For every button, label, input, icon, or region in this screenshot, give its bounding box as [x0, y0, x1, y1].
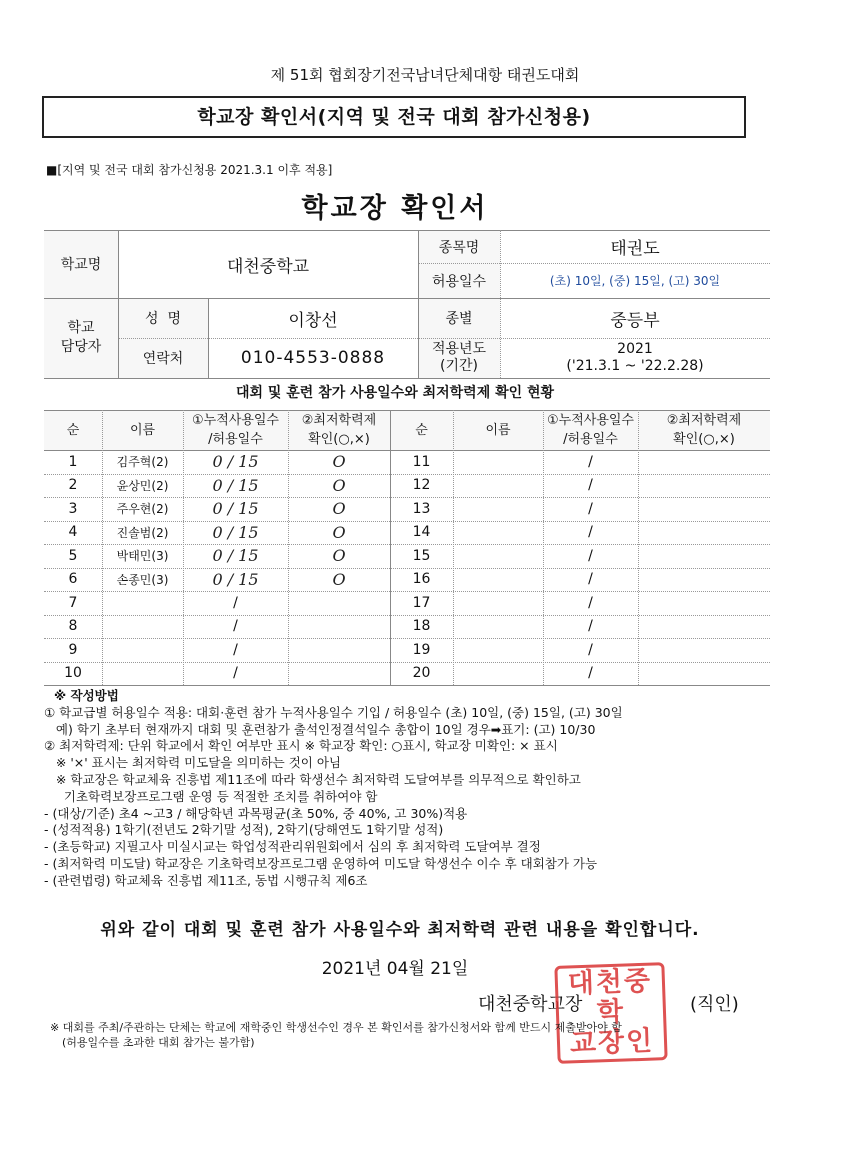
- row-name: [102, 638, 183, 662]
- row-check: [638, 662, 770, 686]
- sport-value: 태권도: [610, 239, 660, 259]
- instructions: [44, 688, 764, 890]
- row-check: O: [332, 499, 346, 519]
- row-check: [638, 568, 770, 592]
- row-name: [102, 662, 183, 686]
- row-no: 10: [64, 665, 82, 682]
- row-name: [102, 591, 183, 615]
- row-name: [453, 521, 543, 545]
- apply-year-label: 적용년도 (기간): [431, 341, 487, 374]
- row-no: 9: [68, 641, 78, 658]
- principal-name: 대천중학교장: [478, 994, 583, 1015]
- contact-value: 010-4553-0888: [240, 348, 386, 368]
- row-name: 진솔범(2): [116, 525, 169, 540]
- confirmation-statement: 위와 같이 대회 및 훈련 참가 사용일수와 최저학력 관련 내용을 확인합니다.: [100, 920, 700, 940]
- row-days: /: [233, 665, 238, 682]
- row-no: 13: [412, 500, 431, 517]
- section-title: 대회 및 훈련 참가 사용일수와 최저학력제 확인 현황: [235, 385, 555, 401]
- instruction-line: ※ 학교장은 학교체육 진흥법 제11조에 따라 학생선수 최저학력 도달여부를 의무적으로 확인하고: [44, 771, 581, 787]
- row-no: 4: [68, 524, 78, 541]
- row-no: 5: [68, 547, 78, 564]
- instruction-line: ② 최저학력제: 단위 학교에서 확인 여부만 표시 ※ 학교장 확인: ○표시, 학교장 미확인: × 표시: [44, 738, 558, 754]
- allowed-days-value: (초) 10일, (중) 15일, (고) 30일: [549, 274, 721, 288]
- row-no: 1: [68, 453, 78, 470]
- row-name: [102, 615, 183, 639]
- instruction-line: - (관련법령) 학교체육 진흥법 제11조, 동법 시행규칙 제6조: [44, 872, 368, 888]
- category-label: 종별: [445, 311, 473, 327]
- row-name: [453, 544, 543, 568]
- header-name: 이름: [485, 422, 511, 438]
- row-check: [638, 544, 770, 568]
- header-days: ①누적사용일수 /허용일수: [546, 413, 634, 447]
- footnote: [50, 1020, 770, 1050]
- row-days: /: [588, 665, 593, 682]
- row-days: 0 / 15: [212, 475, 259, 495]
- row-check: [638, 591, 770, 615]
- row-check: O: [332, 452, 346, 472]
- row-days: 0 / 15: [212, 569, 259, 589]
- row-days: 0 / 15: [212, 546, 259, 566]
- row-check: [638, 474, 770, 498]
- header-days: ①누적사용일수 /허용일수: [191, 413, 279, 447]
- row-days: /: [588, 618, 593, 635]
- row-check: [288, 615, 390, 639]
- allowed-days-label: 허용일수: [431, 273, 487, 290]
- contact-label: 연락처: [142, 351, 184, 367]
- row-days: 0 / 15: [212, 522, 259, 542]
- apply-year-value: 2021 ('21.3.1 ~ '22.2.28): [566, 341, 704, 374]
- row-days: /: [588, 641, 593, 658]
- row-check: O: [332, 569, 346, 589]
- row-no: 18: [412, 618, 431, 635]
- row-no: 19: [412, 641, 431, 658]
- row-no: 12: [412, 477, 431, 494]
- row-name: [453, 497, 543, 521]
- row-days: /: [588, 524, 593, 541]
- row-name: [453, 450, 543, 474]
- row-no: 16: [412, 571, 431, 588]
- row-name: [453, 568, 543, 592]
- manager-name-label: 성 명: [145, 311, 181, 327]
- event-title: 제 51회 협회장기전국남녀단체대항 태권도대회: [270, 66, 580, 84]
- row-days: /: [233, 594, 238, 611]
- header-no: 순: [415, 422, 428, 438]
- row-days: 0 / 15: [212, 452, 259, 472]
- row-days: /: [588, 594, 593, 611]
- row-no: 20: [412, 665, 431, 682]
- row-check: O: [332, 522, 346, 542]
- row-check: [288, 591, 390, 615]
- header-no: 순: [66, 422, 80, 438]
- row-days: /: [233, 618, 238, 635]
- row-name: [453, 474, 543, 498]
- row-check: O: [332, 475, 346, 495]
- row-check: [638, 497, 770, 521]
- row-check: [288, 638, 390, 662]
- row-days: /: [588, 453, 593, 470]
- row-check: [638, 521, 770, 545]
- row-no: 6: [68, 571, 78, 588]
- instruction-line: - (최저학력 미도달) 학교장은 기초학력보장프로그램 운영하여 미도달 학생선수 이수 후 대회참가 가능: [44, 855, 598, 871]
- row-check: [638, 638, 770, 662]
- school-name-value: 대천중학교: [226, 256, 310, 277]
- row-name: [453, 615, 543, 639]
- row-check: [638, 615, 770, 639]
- row-check: [638, 450, 770, 474]
- row-no: 2: [68, 477, 78, 494]
- row-days: /: [588, 571, 593, 588]
- row-no: 17: [412, 594, 431, 611]
- row-name: [453, 591, 543, 615]
- header-check: ②최저학력제 확인(○,×): [301, 413, 377, 447]
- banner-title: 학교장 확인서(지역 및 전국 대회 참가신청용): [42, 96, 746, 138]
- category-value: 중등부: [610, 310, 660, 331]
- instruction-line: ① 학교급별 허용일수 적용: 대회·훈련 참가 누적사용일수 기입 / 허용일수 (초) 10일, (중) 15일, (고) 30일: [44, 704, 623, 720]
- instruction-line: - (대상/기준) 초4 ~고3 / 해당학년 과목평균(초 50%, 중 40%, 고 30%)적용: [44, 805, 468, 821]
- row-check: [288, 662, 390, 686]
- instructions-heading: ※ 작성방법: [54, 688, 119, 703]
- row-no: 3: [68, 500, 78, 517]
- applies-note: ■[지역 및 전국 대회 참가신청용 2021.3.1 이후 적용]: [46, 163, 333, 177]
- footnote-line: (허용일수를 초과한 대회 참가는 불가함): [62, 1036, 255, 1049]
- instruction-line: 예) 학기 초부터 현재까지 대회 및 훈련참가 출석인정결석일수 총합이 10일 경우➡표기: (고) 10/30: [44, 721, 596, 737]
- footnote-line: ※ 대회를 주최/주관하는 단체는 학교에 재학중인 학생선수인 경우 본 확인서를 참가신청서와 함께 반드시 제출받아야 함: [50, 1021, 622, 1034]
- row-name: [453, 662, 543, 686]
- school-manager-label: 학교 담당자: [60, 320, 102, 355]
- document-title: 학교장 확인서: [301, 193, 489, 224]
- seal-label: (직인): [690, 994, 739, 1015]
- row-days: /: [588, 500, 593, 517]
- header-check: ②최저학력제 확인(○,×): [666, 413, 742, 447]
- header-name: 이름: [129, 422, 156, 438]
- instruction-line: 기초학력보장프로그램 운영 등 적절한 조치를 취하여야 함: [44, 788, 378, 804]
- row-no: 7: [68, 594, 78, 611]
- instruction-line: - (초등학교) 지필고사 미실시교는 학업성적관리위원회에서 심의 후 최저학력 도달여부 결정: [44, 839, 541, 855]
- instruction-line: ※ '×' 표시는 최저학력 미도달을 의미하는 것이 아님: [44, 755, 341, 771]
- row-name: 김주혁(2): [116, 455, 169, 470]
- row-no: 8: [68, 618, 78, 635]
- row-name: 윤상민(2): [116, 478, 169, 493]
- row-no: 11: [412, 453, 431, 470]
- sport-label: 종목명: [438, 239, 480, 256]
- row-check: O: [332, 546, 346, 566]
- row-days: /: [588, 477, 593, 494]
- row-name: 주우현(2): [116, 502, 169, 517]
- row-name: 박태민(3): [116, 549, 169, 564]
- seal-text: 대천중학 교장인: [567, 965, 655, 1060]
- issue-date: 2021년 04월 21일: [321, 959, 469, 979]
- row-no: 15: [412, 547, 431, 564]
- row-days: /: [588, 547, 593, 564]
- row-name: [453, 638, 543, 662]
- row-days: /: [233, 641, 238, 658]
- row-name: 손종민(3): [116, 572, 169, 587]
- instruction-line: - (성적적용) 1학기(전년도 2학기말 성적), 2학기(당해연도 1학기말 성적): [44, 822, 444, 838]
- manager-name-value: 이창선: [288, 310, 338, 331]
- school-name-label: 학교명: [60, 257, 102, 273]
- row-no: 14: [412, 524, 431, 541]
- row-days: 0 / 15: [212, 499, 259, 519]
